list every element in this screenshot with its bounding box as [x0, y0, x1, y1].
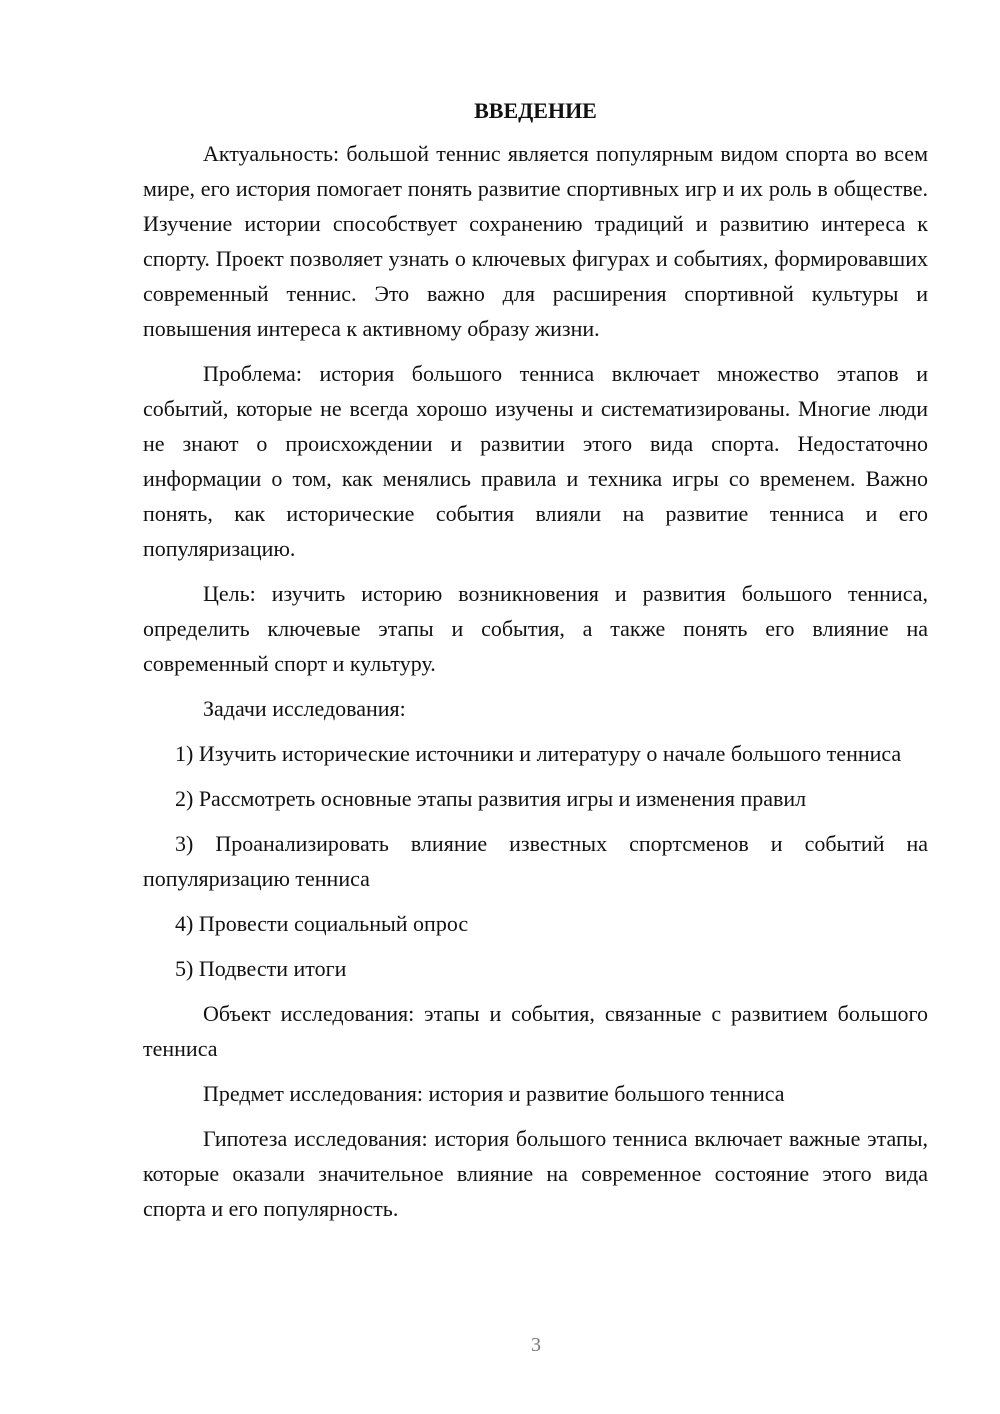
task-item: 5) Подвести итоги: [175, 956, 347, 981]
page-title: ВВЕДЕНИЕ: [474, 98, 597, 123]
document-page: [143, 96, 928, 1236]
task-item: 4) Провести социальный опрос: [175, 911, 469, 936]
object-paragraph: Объект исследования: этапы и события, связанные с развитием большого тенниса: [143, 1001, 928, 1061]
hypothesis-paragraph: Гипотеза исследования: история большого тенниса включает важные этапы, которые оказали значительное влияние на современное состояние этого вида спорта и его популярность.: [143, 1126, 928, 1221]
tasks-heading: Задачи исследования:: [203, 696, 406, 721]
task-item: 3) Проанализировать влияние известных спортсменов и событий на популяризацию тенниса: [143, 831, 928, 891]
problem-paragraph: Проблема: история большого тенниса включает множество этапов и событий, которые не всегда хорошо изучены и систематизированы. Многие люди не знают о происхождении и развитии этого вида спорта. Недостаточно информации о том, как менялись правила и техника игры со временем. Важно понять, как исторические события влияли на развитие тенниса и его популяризацию.: [143, 361, 928, 561]
page-number: 3: [531, 1334, 541, 1356]
task-item: 1) Изучить исторические источники и литературу о начале большого тенниса: [175, 741, 902, 766]
task-item: 2) Рассмотреть основные этапы развития игры и изменения правил: [175, 786, 807, 811]
relevance-paragraph: Актуальность: большой теннис является популярным видом спорта во всем мире, его история помогает понять развитие спортивных игр и их роль в обществе. Изучение истории способствует сохранению традиций и развитию интереса к спорту. Проект позволяет узнать о ключевых фигурах и событиях, формировавших современный теннис. Это важно для расширения спортивной культуры и повышения интереса к активному образу жизни.: [143, 141, 928, 341]
goal-paragraph: Цель: изучить историю возникновения и развития большого тенниса, определить ключевые этапы и события, а также понять его влияние на современный спорт и культуру.: [143, 581, 928, 676]
subject-paragraph: Предмет исследования: история и развитие большого тенниса: [203, 1081, 785, 1106]
